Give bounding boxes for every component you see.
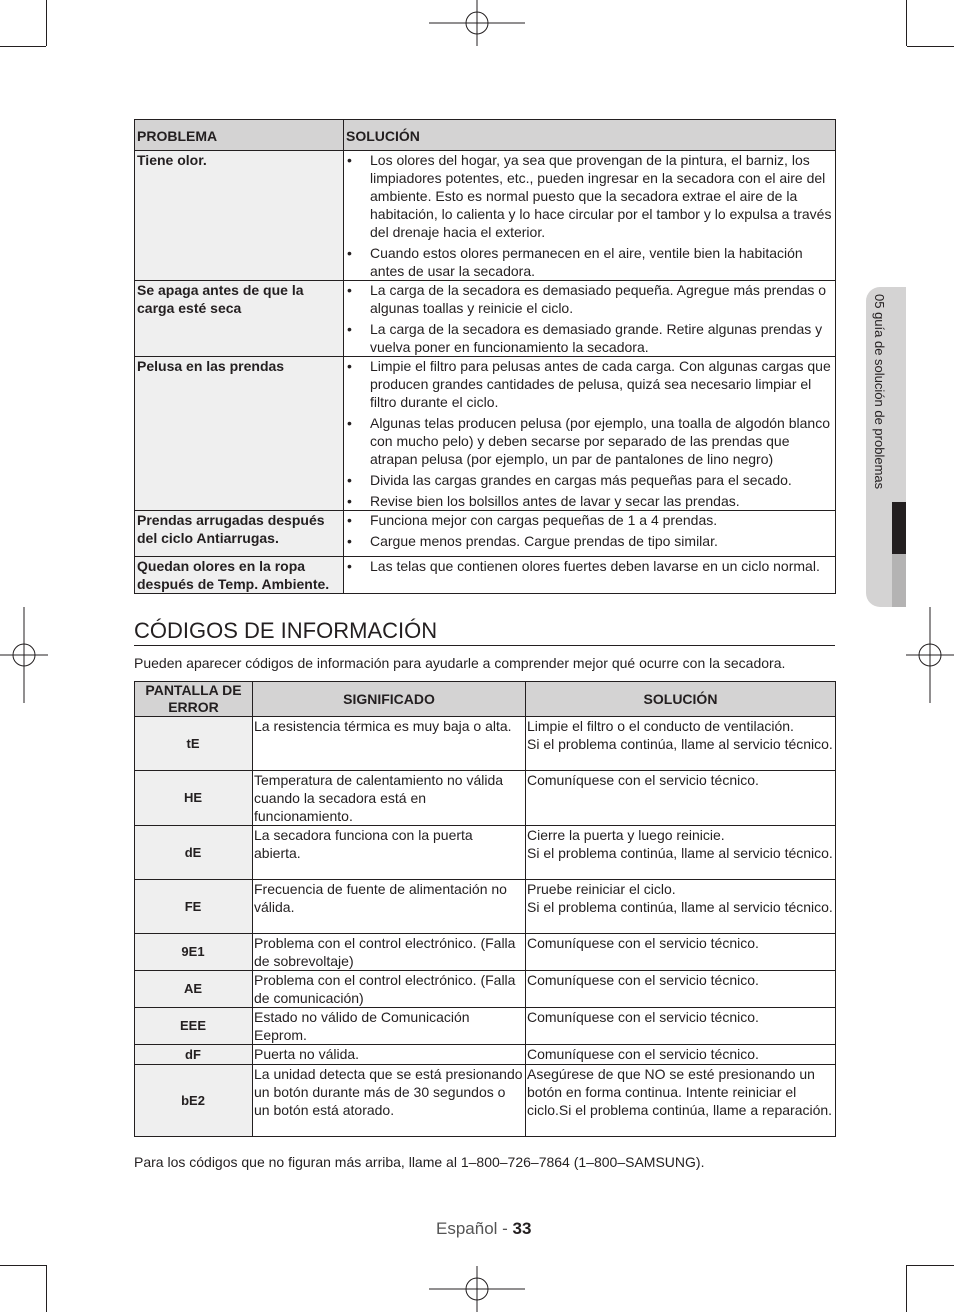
meaning-cell: Puerta no válida. [253, 1045, 526, 1065]
error-code: FE [135, 880, 253, 934]
solution-cell [344, 511, 836, 557]
solution-cell [344, 281, 836, 357]
error-code: 9E1 [135, 934, 253, 971]
table-row [135, 826, 836, 880]
column-header-solution: SOLUCIÓN [344, 120, 836, 151]
table-row [135, 1065, 836, 1137]
info-codes-table [134, 681, 836, 1137]
crop-mark [0, 46, 46, 47]
solution-item: • Divida las cargas grandes en cargas más pequeñas para el secado. [346, 471, 833, 489]
problem-cell: Tiene olor. [135, 151, 344, 281]
table-row [135, 934, 836, 971]
meaning-cell: Temperatura de calentamiento no válida cuando la secadora está en funcionamiento. [253, 771, 526, 826]
registration-mark-top [429, 0, 525, 46]
solution-cell: Comuníquese con el servicio técnico. [526, 771, 836, 826]
registration-mark-left [0, 607, 48, 703]
crop-mark [907, 46, 954, 47]
section-intro: Pueden aparecer códigos de información para ayudarle a comprender mejor qué ocurre con la secadora. [134, 655, 786, 671]
table-row [135, 880, 836, 934]
column-header-meaning: SIGNIFICADO [253, 682, 526, 717]
error-code: AE [135, 971, 253, 1008]
table-row [135, 1045, 836, 1065]
solution-item: • Funciona mejor con cargas pequeñas de 1 a 4 prendas. [346, 511, 833, 529]
table-row [135, 717, 836, 771]
table-row [135, 357, 836, 511]
solution-item: • Las telas que contienen olores fuertes deben lavarse en un ciclo normal. [346, 557, 833, 575]
solution-cell: Comuníquese con el servicio técnico. [526, 934, 836, 971]
solution-cell: Cierre la puerta y luego reinicie. Si el problema continúa, llame al servicio técnico. [526, 826, 836, 880]
crop-mark [907, 1265, 954, 1266]
table-row [135, 281, 836, 357]
page-number [436, 1218, 531, 1240]
crop-mark [46, 0, 47, 46]
column-header-problem: PROBLEMA [135, 120, 344, 151]
solution-cell: Limpie el filtro o el conducto de ventilación. Si el problema continúa, llame al servicio técnico. [526, 717, 836, 771]
meaning-cell: La secadora funciona con la puerta abierta. [253, 826, 526, 880]
crop-mark [46, 1265, 47, 1312]
registration-mark-right [906, 607, 954, 703]
column-header-solution: SOLUCIÓN [526, 682, 836, 717]
table-row [135, 151, 836, 281]
meaning-cell: Estado no válido de Comunicación Eeprom. [253, 1008, 526, 1045]
meaning-cell: Problema con el control electrónico. (Falla de sobrevoltaje) [253, 934, 526, 971]
crop-mark [906, 1265, 907, 1312]
table-row [135, 511, 836, 557]
solution-item: • Revise bien los bolsillos antes de lavar y secar las prendas. [346, 492, 833, 510]
meaning-cell: La resistencia térmica es muy baja o alta. [253, 717, 526, 771]
table-row [135, 771, 836, 826]
section-title: CÓDIGOS DE INFORMACIÓN [134, 617, 835, 646]
meaning-cell: Problema con el control electrónico. (Falla de comunicación) [253, 971, 526, 1008]
solution-item: • Cuando estos olores permanecen en el aire, ventile bien la habitación antes de usar la secadora. [346, 244, 833, 280]
page-language: Español - [436, 1219, 513, 1238]
page-number-value: 33 [512, 1219, 532, 1238]
problem-cell: Quedan olores en la ropa después de Temp. Ambiente. [135, 557, 344, 594]
table-row [135, 971, 836, 1008]
solution-cell [344, 557, 836, 594]
crop-mark [0, 1265, 46, 1266]
chapter-tab-label: 05 guía de solución de problemas [872, 294, 887, 490]
table-row [135, 557, 836, 594]
problem-cell: Se apaga antes de que la carga esté seca [135, 281, 344, 357]
error-code: tE [135, 717, 253, 771]
chapter-tab-marker [892, 502, 906, 554]
error-code: dE [135, 826, 253, 880]
solution-item: • Limpie el filtro para pelusas antes de cada carga. Con algunas cargas que producen grandes cantidades de pelusa, quizá sea necesario limpiar el filtro durante el ciclo. [346, 357, 833, 411]
problem-cell: Prendas arrugadas después del ciclo Antiarrugas. [135, 511, 344, 557]
solution-item: • Cargue menos prendas. Cargue prendas de tipo similar. [346, 532, 833, 550]
solution-cell [344, 151, 836, 281]
solution-cell: Comuníquese con el servicio técnico. [526, 1045, 836, 1065]
solution-item: • La carga de la secadora es demasiado grande. Retire algunas prendas y vuelva poner en funcionamiento la secadora. [346, 320, 833, 356]
solution-cell: Comuníquese con el servicio técnico. [526, 1008, 836, 1045]
footer-note: Para los códigos que no figuran más arriba, llame al 1–800–726–7864 (1–800–SAMSUNG). [134, 1154, 705, 1170]
chapter-tab-marker [892, 554, 906, 607]
table-row [135, 1008, 836, 1045]
error-code: bE2 [135, 1065, 253, 1137]
solution-cell: Comuníquese con el servicio técnico. [526, 971, 836, 1008]
meaning-cell: Frecuencia de fuente de alimentación no válida. [253, 880, 526, 934]
troubleshooting-table [134, 119, 836, 594]
table-header-row [135, 120, 836, 151]
solution-item: • La carga de la secadora es demasiado pequeña. Agregue más prendas o algunas toallas y reinicie el ciclo. [346, 281, 833, 317]
solution-item: • Los olores del hogar, ya sea que provengan de la pintura, el barniz, los limpiadores potentes, etc., pueden ingresar en la secadora con el aire del ambiente. Esto es normal puesto que la secadora extrae el aire de la habitación, lo calienta y lo hace circular por el tambor y lo expulsa a través del drenaje hacia el exterior. [346, 151, 833, 241]
solution-cell [344, 357, 836, 511]
solution-cell: Asegúrese de que NO se esté presionando un botón en forma continua. Intente reiniciar el ciclo.Si el problema continúa, llame a reparación. [526, 1065, 836, 1137]
crop-mark [906, 0, 907, 46]
solution-item: • Algunas telas producen pelusa (por ejemplo, una toalla de algodón blanco con mucho pelo) y deben secarse por separado de las prendas que atrapan pelusa (por ejemplo, un par de pantalones de lino negro) [346, 414, 833, 468]
problem-cell: Pelusa en las prendas [135, 357, 344, 511]
column-header-display: PANTALLA DE ERROR [135, 682, 253, 717]
error-code: dF [135, 1045, 253, 1065]
error-code: EEE [135, 1008, 253, 1045]
registration-mark-bottom [429, 1266, 525, 1312]
solution-cell: Pruebe reiniciar el ciclo. Si el problema continúa, llame al servicio técnico. [526, 880, 836, 934]
table-header-row [135, 682, 836, 717]
meaning-cell: La unidad detecta que se está presionando un botón durante más de 30 segundos o un botón está atorado. [253, 1065, 526, 1137]
error-code: HE [135, 771, 253, 826]
